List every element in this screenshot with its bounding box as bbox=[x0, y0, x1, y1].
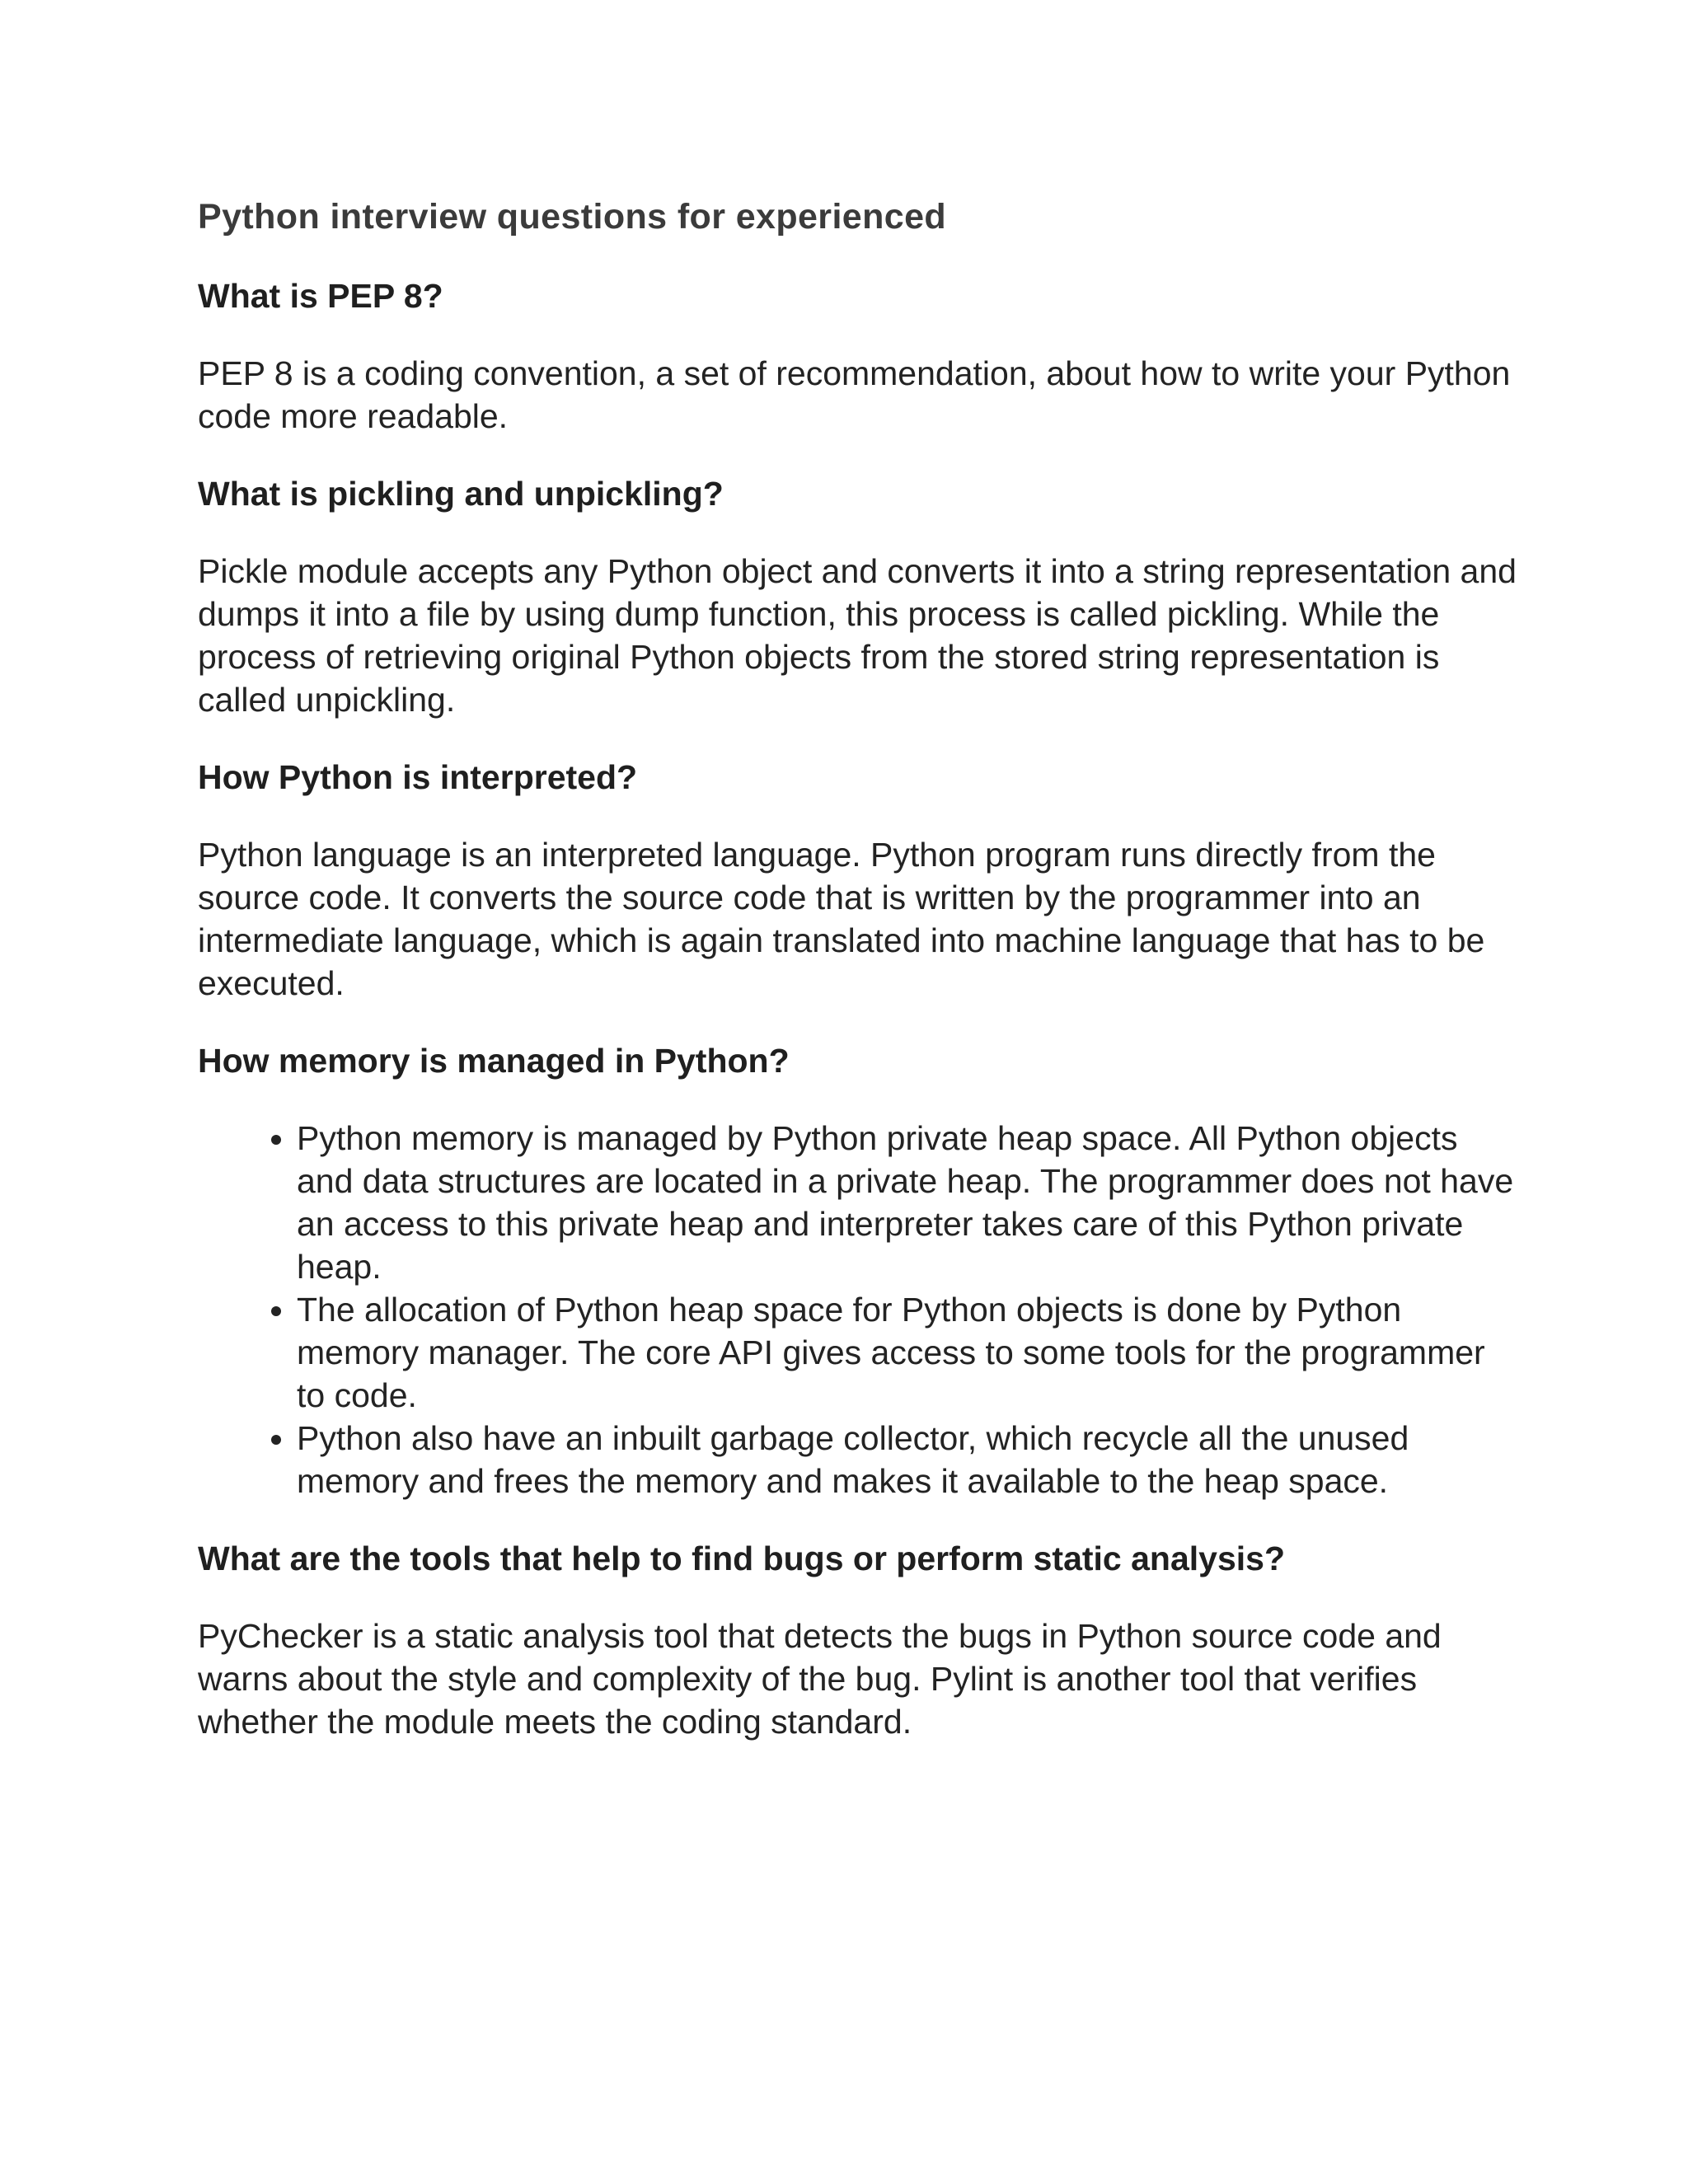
answer-pep8: PEP 8 is a coding convention, a set of recommendation, about how to write your Python code more readable. bbox=[198, 354, 1511, 435]
question-heading-pickling: What is pickling and unpickling? bbox=[198, 475, 724, 513]
document-page bbox=[198, 194, 1517, 1776]
answer-pickling: Pickle module accepts any Python object and converts it into a string representation and dumps it into a file by using dump function, this process is called pickling. While the process of retrieving original Python objects from the stored string representation is called unpickling. bbox=[198, 552, 1517, 719]
list-item: • The allocation of Python heap space for Python objects is done by Python memory manager. The core API gives access to some tools for the programmer to code. bbox=[297, 1288, 1517, 1417]
answer-static-analysis: PyChecker is a static analysis tool that detects the bugs in Python source code and warns about the style and complexity of the bug. Pylint is another tool that verifies whether the module meets the coding standard. bbox=[198, 1617, 1442, 1741]
question-heading-static-analysis: What are the tools that help to find bugs or perform static analysis? bbox=[198, 1540, 1285, 1577]
question-heading-pep8: What is PEP 8? bbox=[198, 277, 443, 315]
answer-interpreted: Python language is an interpreted language. Python program runs directly from the source code. It converts the source code that is written by the programmer into an intermediate language, which is again translated into machine language that has to be executed. bbox=[198, 836, 1485, 1002]
question-heading-memory: How memory is managed in Python? bbox=[198, 1042, 790, 1080]
question-heading-interpreted: How Python is interpreted? bbox=[198, 758, 638, 796]
list-item: • Python also have an inbuilt garbage collector, which recycle all the unused memory and frees the memory and makes it available to the heap space. bbox=[297, 1417, 1517, 1502]
document-title: Python interview questions for experienced bbox=[198, 197, 947, 237]
list-item: • Python memory is managed by Python private heap space. All Python objects and data structures are located in a private heap. The programmer does not have an access to this private heap and interpreter takes care of this Python private heap. bbox=[297, 1117, 1517, 1288]
memory-bullet-list bbox=[198, 1117, 1517, 1502]
